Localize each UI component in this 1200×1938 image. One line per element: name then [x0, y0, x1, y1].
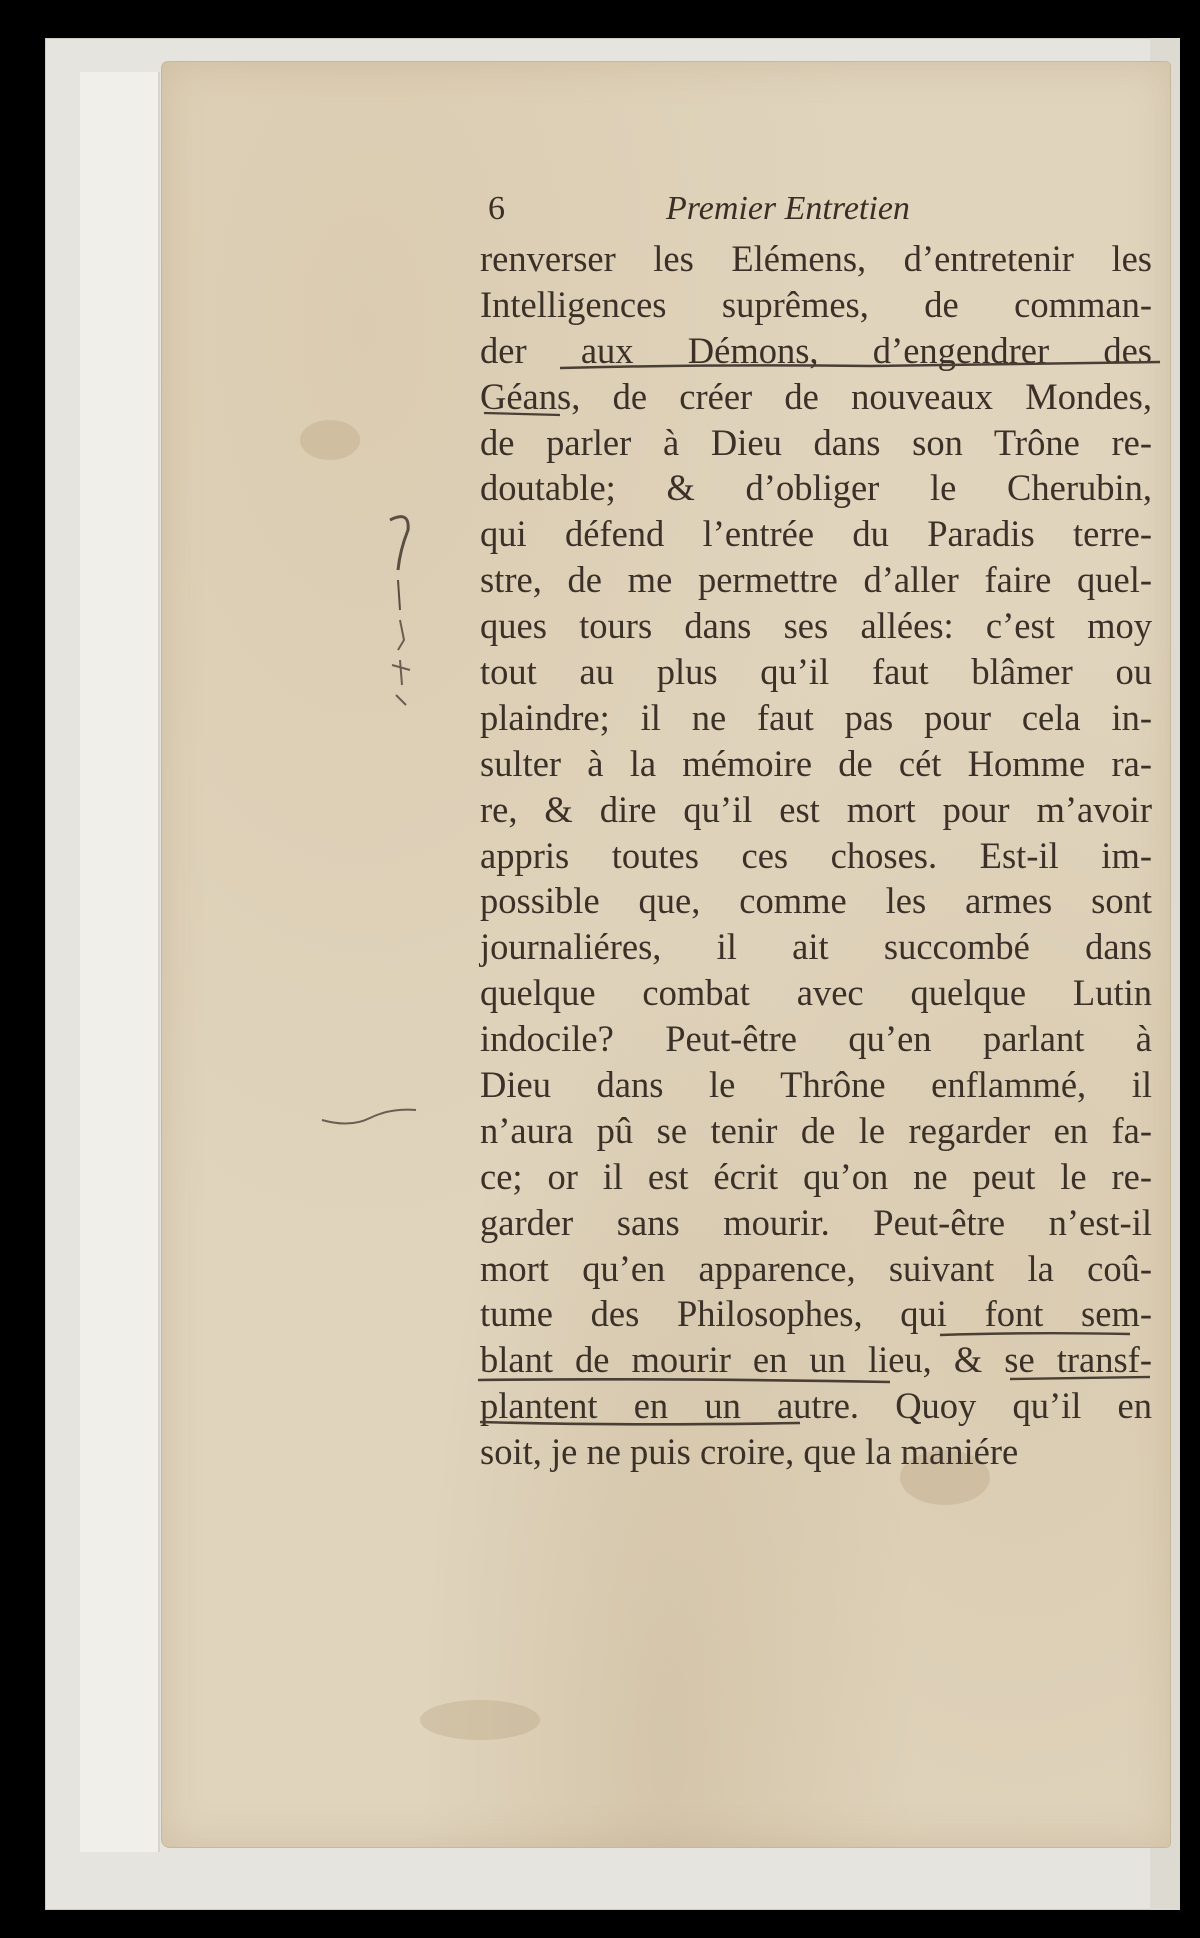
text-line: ques tours dans ses allées: c’est moy — [480, 605, 1152, 647]
text-line: journaliéres, il ait succombé dans — [480, 926, 1152, 968]
text-line: Géans, de créer de nouveaux Mondes, — [480, 375, 1152, 417]
text-line: mort qu’en apparence, suivant la coû- — [480, 1247, 1152, 1289]
text-line: soit, je ne puis croire, que la maniére — [480, 1431, 1019, 1473]
text-line: qui défend l’entrée du Paradis terre- — [480, 513, 1152, 555]
text-line: garder sans mourir. Peut-être n’est-il — [480, 1201, 1152, 1243]
underline-demons — [560, 362, 1160, 368]
underline-geans — [484, 413, 560, 415]
page-header — [488, 190, 1048, 234]
paper-stain — [300, 420, 360, 460]
text-line: ce; or il est écrit qu’on ne peut le re- — [480, 1155, 1152, 1197]
pen-underlines — [470, 360, 1170, 1440]
text-line: n’aura pû se tenir de le regarder en fa- — [480, 1109, 1152, 1151]
paper-stain — [420, 1700, 540, 1740]
underline-transf — [1010, 1377, 1150, 1379]
text-line: der aux Démons, d’engendrer des — [480, 329, 1152, 371]
text-line: indocile? Peut-être qu’en parlant à — [480, 1018, 1152, 1060]
text-line: appris toutes ces choses. Est-il im- — [480, 834, 1152, 876]
margin-annotation-mark — [370, 500, 450, 720]
text-line: possible que, comme les armes sont — [480, 880, 1152, 922]
text-line: tout au plus qu’il faut blâmer ou — [480, 651, 1152, 693]
mount-edge-strip — [80, 72, 160, 1852]
text-line: Dieu dans le Thrône enflammé, il — [480, 1064, 1152, 1106]
margin-annotation-stroke — [320, 1100, 420, 1130]
text-line: doutable; & d’obliger le Cherubin, — [480, 467, 1152, 509]
text-line: tume des Philosophes, qui font sem- — [480, 1293, 1152, 1335]
text-line: sulter à la mémoire de cét Homme ra- — [480, 742, 1152, 784]
underline-font-sem — [940, 1333, 1130, 1335]
text-line: de parler à Dieu dans son Trône re- — [480, 421, 1152, 463]
text-line: re, & dire qu’il est mort pour m’avoir — [480, 788, 1152, 830]
underline-mourir — [478, 1379, 890, 1382]
text-line: quelque combat avec quelque Lutin — [480, 972, 1152, 1014]
text-line: plantent en un autre. Quoy qu’il en — [480, 1385, 1152, 1427]
text-line: blant de mourir en un lieu, & se transf- — [480, 1339, 1152, 1381]
text-line: plaindre; il ne faut pas pour cela in- — [480, 696, 1152, 738]
running-title: Premier Entretien — [666, 190, 910, 227]
underline-plantent — [480, 1422, 800, 1424]
page-number: 6 — [488, 190, 505, 227]
text-line: renverser les Elémens, d’entretenir les — [480, 238, 1152, 279]
text-line: Intelligences suprêmes, de comman- — [480, 283, 1152, 325]
text-line: stre, de me permettre d’aller faire quel- — [480, 559, 1152, 601]
